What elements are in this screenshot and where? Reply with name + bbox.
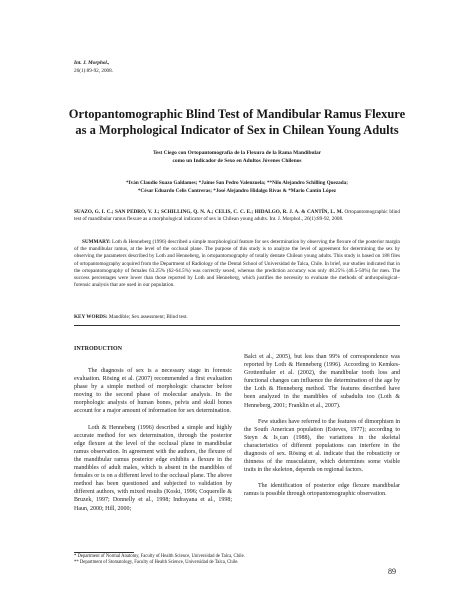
intro-paragraph: Few studies have referred to the features of dimorphism in the South American population (Esteves, 1977); according to Steyn & Is¸can (1988), the variations in the skeletal characteristics of different populations can interfere in the diagnosis of sex. Rösing et al. indicate that the robusticity or thinness of the musculature, which determines some visible traits in the skeleton, depends on regional factors. [244, 418, 400, 474]
footnotes [74, 554, 304, 567]
section-divider [74, 325, 400, 326]
right-column [244, 353, 400, 499]
author-line-2: *César Eduardo Celis Contreras; *José Alejandro Hidalgo Rivas & *Mario Cantín López [137, 187, 337, 194]
journal-header [74, 60, 113, 75]
summary-text: Loth & Henneberg (1996) described a simple morphological feature for sex determination by observing the flexure of the posterior margin of the mandibular ramus, at the level of the occlusal plane. The purpose of this study is to analyze the level of agreement for determining the sex by observing the parameters described by Loth and Henneberg, in ortopantomography of totally dentate Chilean young adults. This study is based on 188 files of ortopantomography acquired from the Department of Radiology of the Dental School of Universidad de Talca, Chile. In brief, our studies indicated that in the ortopantomography of females 63.25% (62-64.5%) was correctly sexed, whereas the prediction accuracy was only 48.25% (46.5-50%) for men. The success percentages were lower than those reported by Loth and Henneberg, which justifies the necessity to evaluate the methods of anthropological–forensic analysis that are used in our population. [74, 239, 400, 289]
keywords [74, 314, 400, 321]
article-subtitle [80, 150, 394, 165]
page-number: 89 [388, 567, 396, 576]
author-list [70, 180, 404, 195]
keywords-text: Mandible; Sex assessment; Blind test. [108, 314, 188, 320]
footnote-divider [74, 552, 134, 553]
intro-paragraph: Loth & Henneberg (1996) described a simple and highly accurate method for sex determination, through the posterior edge flexure at the level of the occlusal plane in mandibular ramus observation. In agreement with the authors, the flexure of the mandibular ramus posterior edge exhibits a flexure in the mandibles of adult males, which is absent in the mandibles of females or is on a different level to the occlusal plane. The above method has been questioned and subjected to validation by different authors, with mixed results (Koski, 1996; Coquerelle & Bruzek, 1997; Donnelly et al., 1998; Indrayana et al., 1998; Haun, 2000; Hill, 2000; [74, 424, 232, 512]
article-title-line-2: as a Morphological Indicator of Sex in Chilean Young Adults [75, 122, 399, 137]
article-subtitle-line-2: como un Indicador de Sexo en Adultos Jóvenes Chilenos [172, 157, 302, 164]
keywords-label: KEY WORDS: [74, 314, 108, 320]
article-title-line-1: Ortopantomographic Blind Test of Mandibular Ramus Flexure [68, 107, 406, 121]
citation-body: Ortopantomographic blind test of mandibular ramus flexure as a morphological indicator of sex in Chilean young adults. Int. J. Morphol., 26(1):89-92, 2008. [74, 209, 400, 223]
journal-name: Int. J. Morphol., [74, 60, 110, 66]
footnote-1: * Department of Normal Anatomy, Faculty of Health Science, Universidad de Talca, Chile. [74, 554, 245, 559]
intro-paragraph: Balci et al., 2005), but less than 99% of correspondence was reported by Loth & Henneberg (1996). According to Kemkes-Grottenthaler et al. (2002), the mandibular tooth loss and functional changes can influence the determination of the age by the Loth & Henneberg method. The features described have been analyzed in the mandibles of subadults too (Loth & Henneberg, 2001; Franklin et al., 2007). [244, 354, 400, 409]
intro-paragraph: The diagnosis of sex is a necessary stage in forensic evaluation. Rösing et al. (2007) recommended a first evaluation phase by a simple method of morphologic character before moving to the second phase of molecular analysis. In the morphologic analysis of human bones, pelvis and skull bones account for a major amount of information for sex determination. [74, 368, 232, 415]
intro-paragraph: The identification of posterior edge flexure mandibular ramus is possible through ortopantomographic observation. [244, 483, 400, 498]
summary-label: SUMMARY: [82, 239, 111, 245]
abstract [74, 239, 400, 289]
author-line-1: *Iván Claudio Suazo Galdames; *Jaime San Pedro Valenzuela; **Nilo Alejandro Schilling Quezada; [126, 180, 348, 186]
citation-block [74, 209, 400, 223]
article-subtitle-line-1: Test Ciego con Ortopantomografía de la Flexura de la Rama Mandibular [152, 150, 322, 156]
footnote-2: ** Department of Stomatology, Faculty of Health Science, Universidad de Talca, Chile. [74, 560, 239, 566]
citation-authors: SUAZO, G. I. C.; SAN PEDRO, V. J.; SCHILLING, Q. N. A.; CELIS, C. C. E.; HIDALGO, R. J. A. & CANTÍN, L. M. [74, 209, 343, 215]
journal-volume: 26(1):89-92, 2008. [74, 67, 114, 74]
introduction-heading: INTRODUCTION [74, 346, 123, 352]
left-column [74, 367, 232, 513]
article-title [60, 107, 414, 138]
